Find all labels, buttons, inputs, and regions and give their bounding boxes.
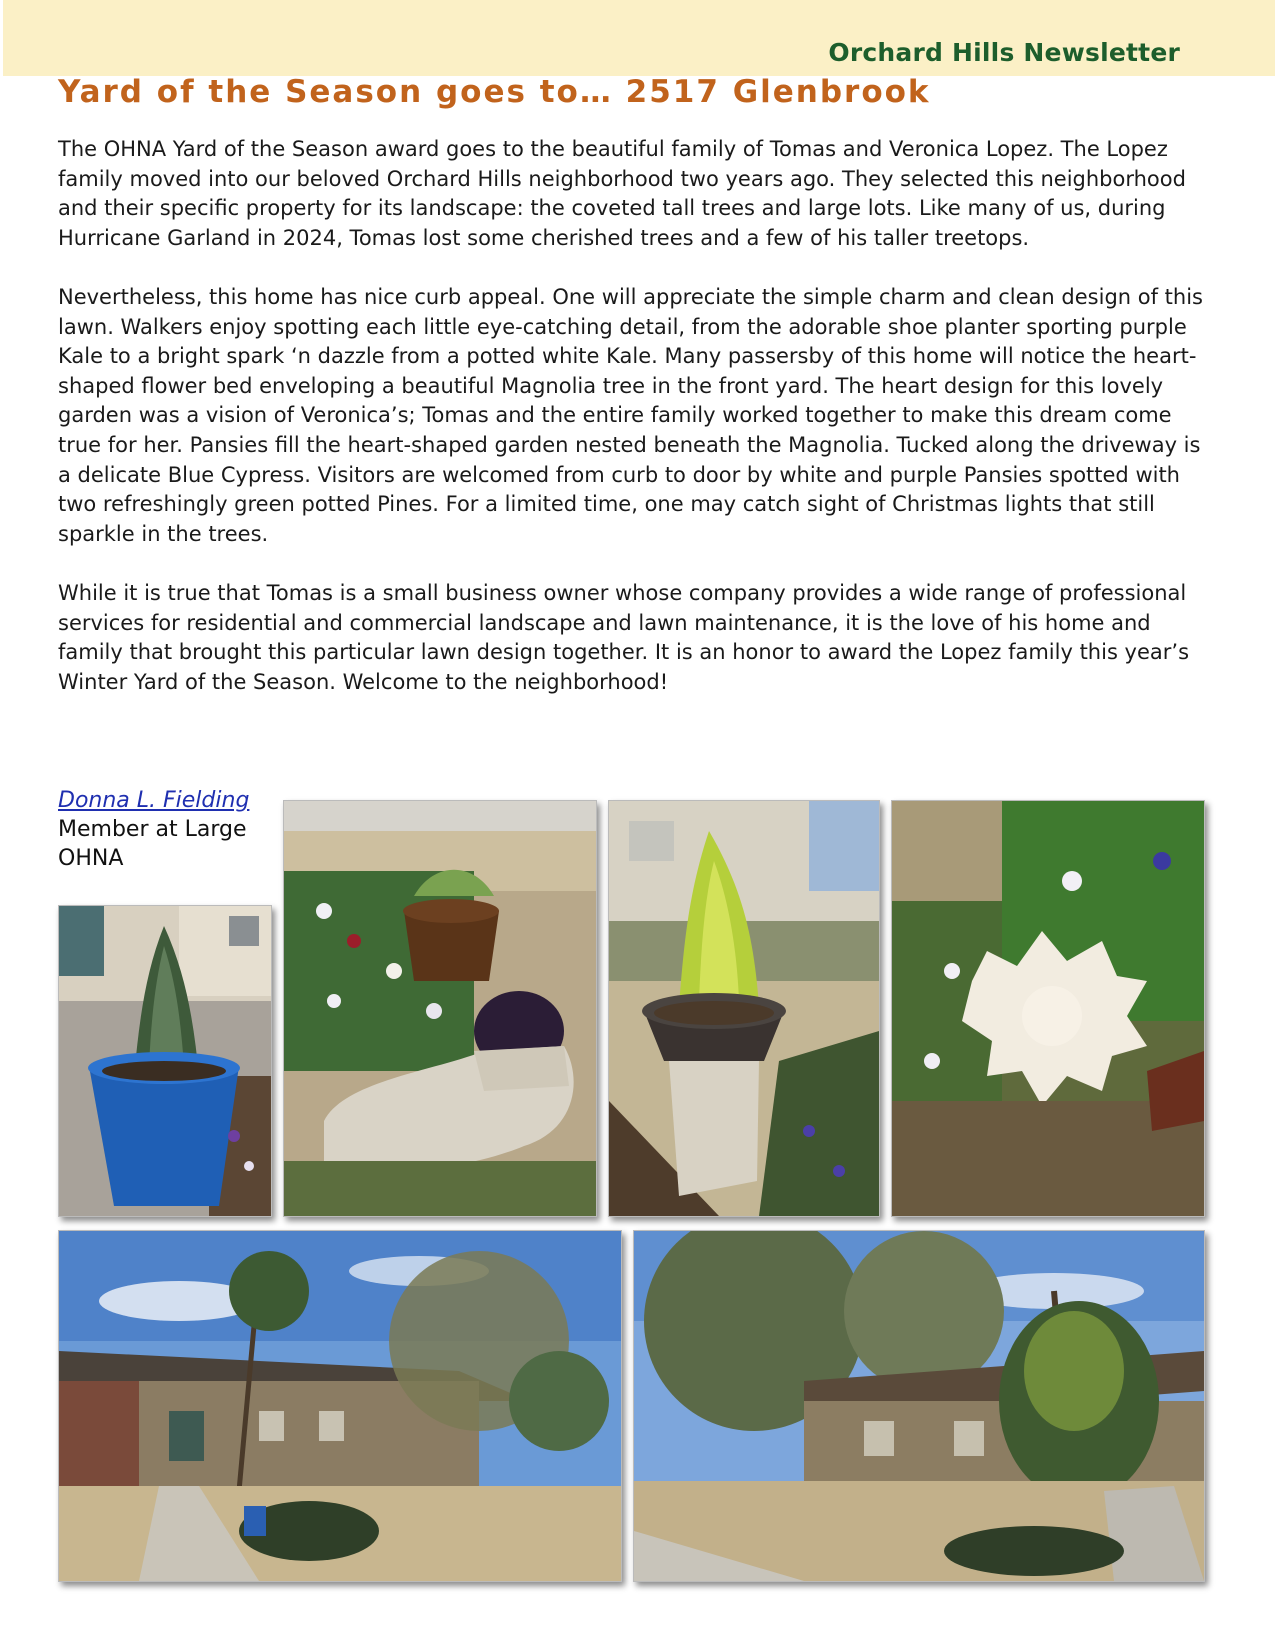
photo-potted-pine-pedestal <box>608 800 880 1217</box>
photo-blue-potted-cypress <box>58 905 272 1217</box>
author-role: Member at Large <box>58 817 247 842</box>
photo-shoe-planter-kale <box>283 800 597 1217</box>
article-title: Yard of the Season goes to… 2517 Glenbrook <box>58 74 931 110</box>
author-organization: OHNA <box>58 846 124 871</box>
article-paragraph: Nevertheless, this home has nice curb appeal. One will appreciate the simple charm and clean design of this lawn. Walkers enjoy spotting each little eye-catching detail, from the adorable shoe planter sporting purple Kale to a bright spark ‘n dazzle from a potted white Kale. Many passersby of this home will notice the heart-shaped flower bed enveloping a beautiful Magnolia tree in the front yard. The heart design for this lovely garden was a vision of Veronica’s; Tomas and the entire family worked together to make this dream come true for her. Pansies fill the heart-shaped garden nested beneath the Magnolia. Tucked along the driveway is a delicate Blue Cypress. Visitors are welcomed from curb to door by white and purple Pansies spotted with two refreshingly green potted Pines. For a limited time, one may catch sight of Christmas lights that still sparkle in the trees. <box>58 284 1203 546</box>
photo-house-front-left <box>58 1230 622 1582</box>
author-name-link[interactable]: Donna L. Fielding <box>58 788 250 813</box>
article-paragraph: While it is true that Tomas is a small business owner whose company provides a wide range of professional services for residential and commercial landscape and lawn maintenance, it is the love of his home and family that brought this particular lawn design together. It is an honor to award the Lopez family this year’s Winter Yard of the Season. Welcome to the neighborhood! <box>58 580 1190 694</box>
photo-white-kale <box>891 800 1205 1217</box>
article-paragraph: The OHNA Yard of the Season award goes to the beautiful family of Tomas and Veronica Lopez. The Lopez family moved into our beloved Orchard Hills neighborhood two years ago. They selected this neighborhood and their specific property for its landscape: the coveted tall trees and large lots. Like many of us, during Hurricane Garland in 2024, Tomas lost some cherished trees and a few of his taller treetops. <box>58 137 1186 250</box>
author-block <box>58 786 278 873</box>
newsletter-name: Orchard Hills Newsletter <box>828 38 1180 67</box>
article-body <box>58 135 1218 727</box>
photo-house-front-right <box>633 1230 1205 1582</box>
